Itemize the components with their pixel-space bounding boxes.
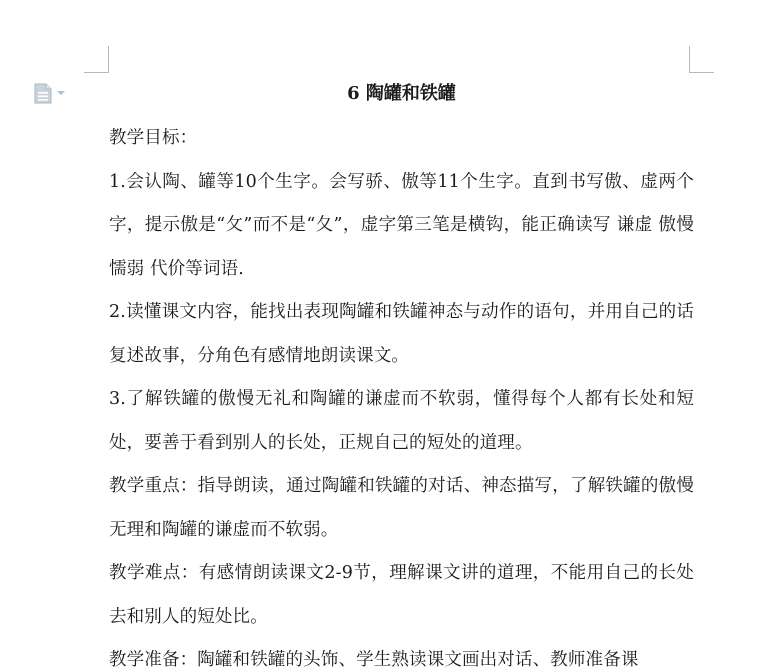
paragraph-key-points: 教学重点：指导朗读，通过陶罐和铁罐的对话、神态描写，了解铁罐的傲慢无理和陶罐的谦虚而不软弱。 — [109, 476, 694, 540]
document-body — [109, 78, 694, 672]
paragraph-goal-1: 1.会认陶、罐等10个生字。会写骄、傲等11个生字。直到书写傲、虚两个字，提示傲是“攵”而不是“夂”，虚字第三笔是横钩，能正确读写 谦虚 傲慢 懦弱 代价等词语. — [109, 171, 694, 279]
paragraph-difficulties: 教学难点：有感情朗读课文2-9节，理解课文讲的道理，不能用自己的长处去和别人的短处比。 — [109, 563, 694, 627]
paragraph-teaching-goals-heading: 教学目标： — [109, 128, 198, 148]
paragraph-goal-2: 2.读懂课文内容，能找出表现陶罐和铁罐神态与动作的语句，并用自己的话复述故事，分角色有感情地朗读课文。 — [109, 302, 694, 366]
page-corner-mark-top-right — [689, 46, 714, 73]
document-options-button[interactable] — [34, 82, 74, 104]
document-icon — [34, 83, 52, 104]
chevron-down-icon[interactable] — [57, 90, 65, 96]
page-corner-mark-top-left — [84, 46, 109, 73]
paragraph-goal-3: 3.了解铁罐的傲慢无礼和陶罐的谦虚而不软弱，懂得每个人都有长处和短处，要善于看到别人的长处，正规自己的短处的道理。 — [109, 389, 694, 453]
paragraph-preparation: 教学准备：陶罐和铁罐的头饰、学生熟读课文画出对话、教师准备课 — [109, 650, 639, 670]
document-title: 6 陶罐和铁罐 — [347, 83, 456, 104]
